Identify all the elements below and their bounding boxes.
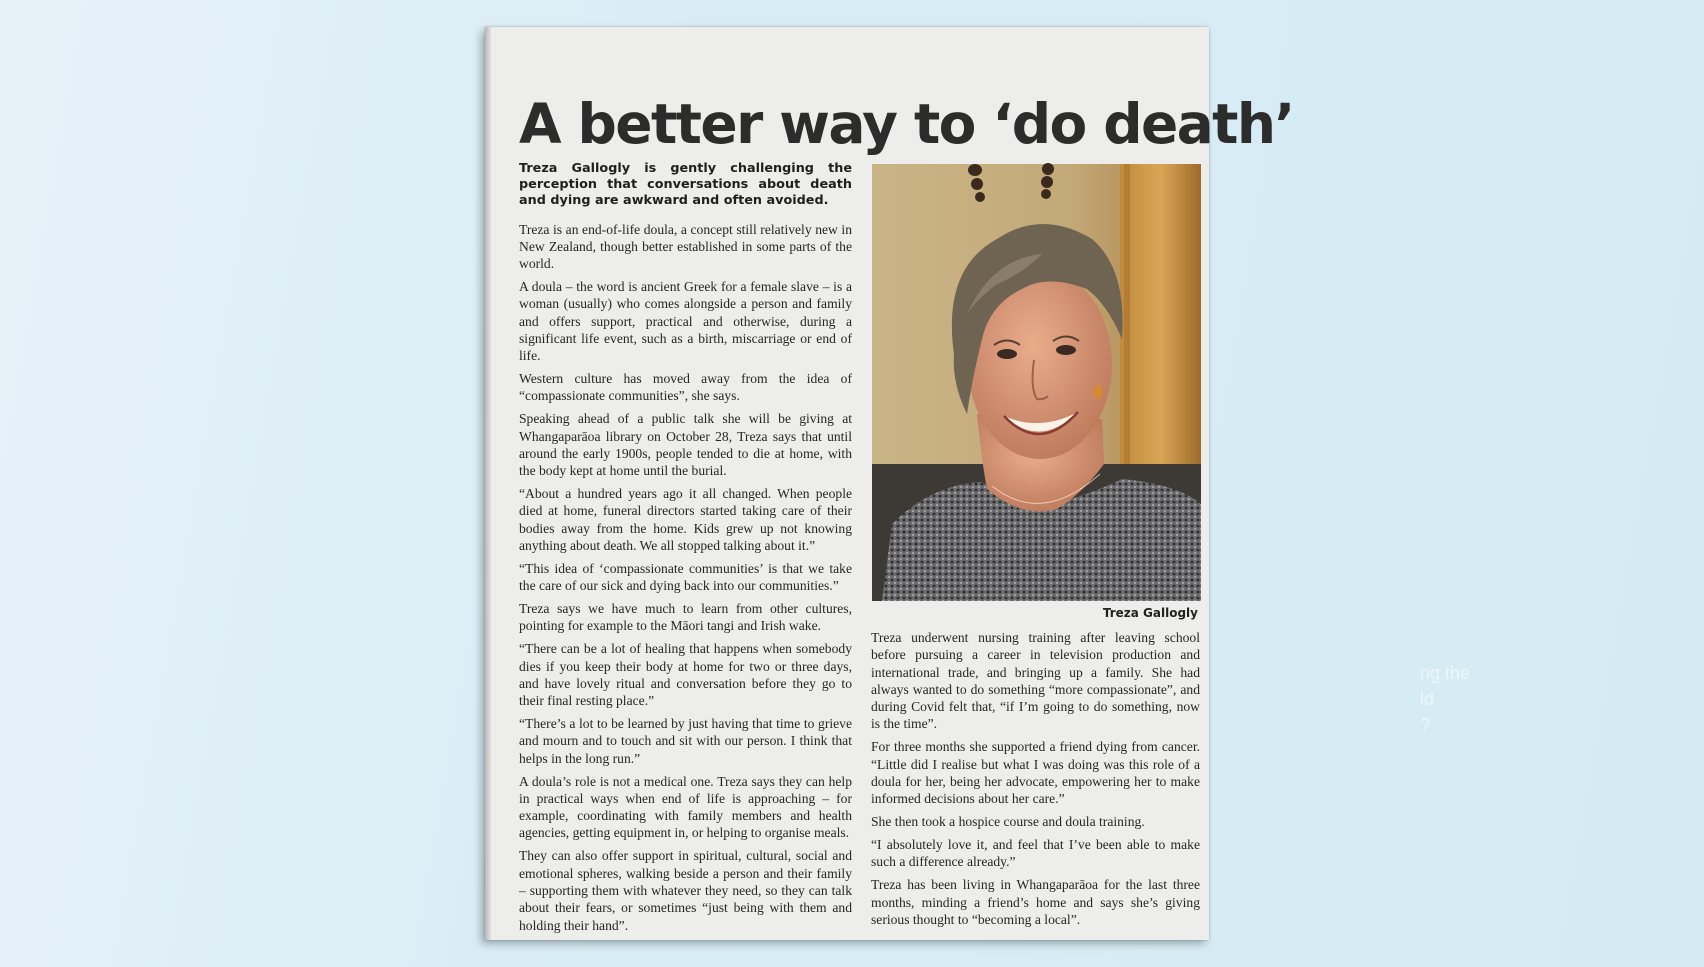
paragraph: Treza underwent nursing training after leaving school before pursuing a career in television production and international trade, and bringing up a family. She had always wanted to do something “more compassionate”, and during Covid felt that, “if I’m going to do something, now is the time”. — [871, 630, 1200, 732]
paragraph: For three months she supported a friend dying from cancer. “Little did I realise but what I was doing was this role of a doula for her, being her advocate, empowering her to make informed decisions about her care.” — [871, 739, 1200, 807]
paragraph: They can also offer support in spiritual, cultural, social and emotional spheres, walking beside a person and their family – supporting them with whatever they need, so they can talk about their fears, or sometimes “just being with them and holding their hand”. — [519, 848, 852, 933]
article-headline: A better way to ‘do death’ — [519, 92, 1294, 156]
ghost-line: ld — [1420, 689, 1435, 709]
ghost-line: ? — [1420, 715, 1431, 735]
paragraph: “There’s a lot to be learned by just having that time to grieve and mourn and to touch and sit with our person. I think that helps in the long run.” — [519, 716, 852, 766]
background-ghost-text — [1420, 660, 1510, 738]
article-standfirst: Treza Gallogly is gently challenging the perception that conversations about death and dying are awkward and often avoided. — [519, 161, 852, 209]
paragraph: Treza has been living in Whangaparāoa for the last three months, minding a friend’s home and says she’s giving serious thought to “becoming a local”. — [871, 877, 1200, 927]
paragraph: Treza says we have much to learn from other cultures, pointing for example to the Māori tangi and Irish wake. — [519, 601, 852, 634]
newspaper-clipping — [485, 27, 1294, 940]
paragraph: A doula – the word is ancient Greek for a female slave – is a woman (usually) who comes alongside a person and family and offers support, practical and otherwise, during a significant life event, such as a birth, miscarriage or end of life. — [519, 279, 852, 364]
photo-caption: Treza Gallogly — [1102, 606, 1198, 620]
left-column — [519, 161, 852, 939]
paragraph: Treza is an end-of-life doula, a concept still relatively new in New Zealand, though better established in some parts of the world. — [519, 221, 852, 272]
paragraph: “About a hundred years ago it all changed. When people died at home, funeral directors started taking care of their bodies away from the home. Kids grew up not knowing anything about death. We all stopped talking about it.” — [519, 486, 852, 554]
paragraph: Western culture has moved away from the idea of “compassionate communities”, she says. — [519, 371, 852, 404]
ghost-line: ng the — [1420, 663, 1471, 683]
right-column — [871, 629, 1200, 934]
paragraph: A doula’s role is not a medical one. Treza says they can help in practical ways when end of life is approaching – for example, coordinating with family members and health agencies, getting equipment in, or helping to organise meals. — [519, 773, 852, 841]
paragraph: Speaking ahead of a public talk she will be giving at Whangaparāoa library on October 28, Treza says that until around the early 1900s, people tended to die at home, with the body kept at home until the burial. — [519, 411, 852, 479]
paragraph: “I absolutely love it, and feel that I’ve been able to make such a difference already.” — [871, 837, 1200, 870]
paragraph: “This idea of ‘compassionate communities’ is that we take the care of our sick and dying back into our communities.” — [519, 560, 852, 594]
paragraph: She then took a hospice course and doula training. — [871, 814, 1145, 830]
paragraph: “There can be a lot of healing that happens when somebody dies if you keep their body at home for two or three days, and have lovely ritual and conversation before they go to their final resting place.” — [519, 641, 852, 709]
portrait-photo — [872, 164, 1201, 601]
